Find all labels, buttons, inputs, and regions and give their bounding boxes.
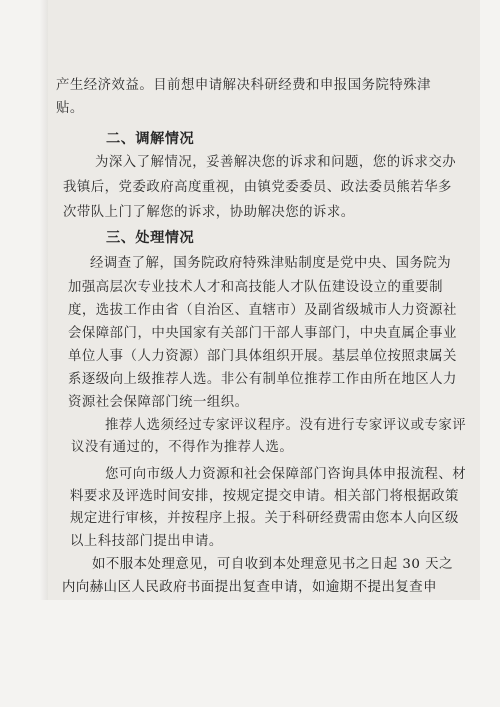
section-heading-handling: 三、处理情况	[106, 230, 195, 246]
text-line: 经调查了解，国务院政府特殊津贴制度是党中央、国务院为	[90, 256, 452, 271]
text-line: 内向赫山区人民政府书面提出复查申请，如逾期不提出复查申	[62, 580, 438, 595]
text-line: 系逐级向上级推荐人选。非公有制单位推荐工作由所在地区人力	[68, 372, 457, 387]
text-line: 加强高层次专业技术人才和高技能人才队伍建设设立的重要制	[68, 280, 444, 295]
scanned-document-page	[48, 0, 480, 600]
text-line: 单位人事（人力资源）部门具体组织开展。基层单位按照隶属关	[68, 349, 457, 364]
text-line: 料要求及评选时间安排，按规定提交申请。相关部门将根据政策	[70, 489, 459, 504]
text-line: 次带队上门了解您的诉求，协助解决您的诉求。	[63, 205, 355, 220]
text-line: 如不服本处理意见，可自收到本处理意见书之日起 30 天之	[92, 557, 453, 572]
text-line: 度，选拔工作由省（自治区、直辖市）及副省级城市人力资源社	[68, 303, 457, 318]
text-line: 规定进行审核，并按程序上报。关于科研经费需由您本人向区级	[70, 511, 459, 526]
text-line: 我镇后，党委政府高度重视，由镇党委委员、政法委员熊若华多	[63, 180, 452, 195]
section-heading-mediation: 二、调解情况	[106, 131, 195, 147]
text-line: 贴。	[56, 101, 84, 116]
text-line: 为深入了解情况，妥善解决您的诉求和问题，您的诉求交办	[95, 155, 457, 170]
text-line: 您可向市级人力资源和社会保障部门咨询具体申报流程、材	[105, 467, 467, 482]
text-line: 会保障部门，中央国家有关部门干部人事部门，中央直属企事业	[68, 326, 457, 341]
text-line: 资源社会保障部门统一组织。	[68, 395, 249, 410]
text-line: 产生经济效益。目前想申请解决科研经费和申报国务院特殊津	[56, 78, 432, 93]
text-line: 议没有通过的，不得作为推荐人选。	[71, 440, 294, 455]
text-line: 以上科技部门提出申请。	[70, 534, 223, 549]
text-line: 推荐人选须经过专家评议程序。没有进行专家评议或专家评	[105, 418, 467, 433]
